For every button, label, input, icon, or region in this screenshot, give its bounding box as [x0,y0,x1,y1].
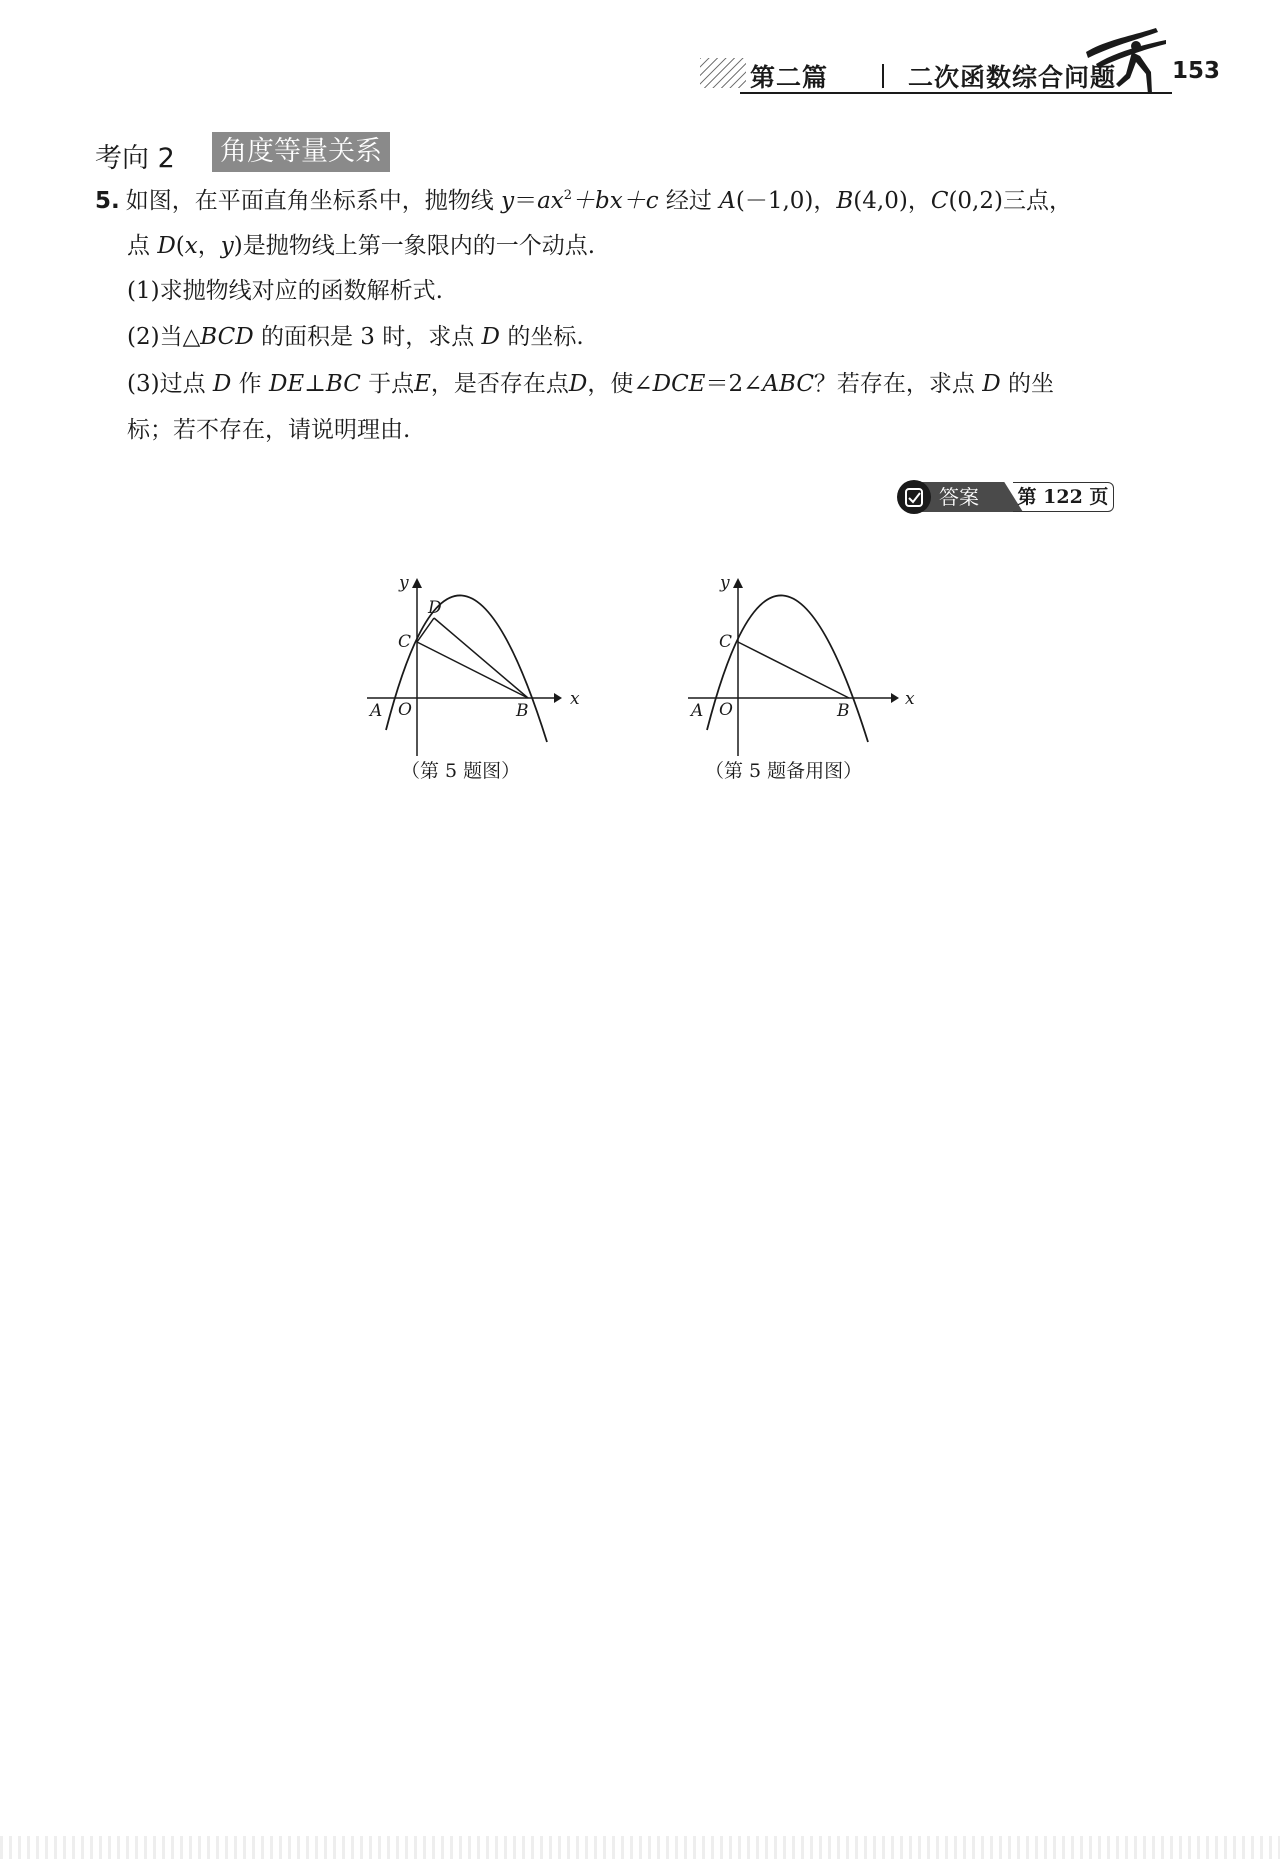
label-b: B [516,701,529,721]
point-d: D [568,371,588,397]
question-3-continued: 标；若不存在，请说明理由. [127,417,411,443]
label-c: C [719,632,733,652]
text-segment: 的坐标. [507,324,584,350]
text-segment: ？若存在，求点 [813,371,975,397]
triangle-bcd: BCD [200,324,254,350]
text-segment: (3)过点 [127,371,206,397]
x-axis-arrow-icon [891,693,899,703]
point-d: D [212,371,232,397]
var-bx-c: ＋bx＋c [572,188,659,214]
text-segment: 是抛物线上第一象限内的一个动点. [242,233,596,259]
point-d: D [157,233,176,259]
question-1: (1)求抛物线对应的函数解析式. [127,278,443,304]
text-segment: ＝ [514,188,538,214]
label-b: B [837,701,850,721]
label-d: D [428,598,442,618]
text-segment: ＝2∠ [705,371,763,397]
text-segment: ， [907,188,931,214]
label-x: x [570,689,580,709]
page-header [700,44,1240,100]
text-segment: ，是否存在点 [430,371,569,397]
segment-bc: BC [325,371,361,397]
figure-main-caption: （第 5 题图） [401,760,521,782]
answer-label: 答案 [939,485,979,509]
coord-b: (4,0) [853,188,908,214]
header-separator [882,64,884,88]
label-a: A [691,701,704,721]
y-axis-arrow-icon [412,578,422,588]
section-title: 角度等量关系 [212,132,390,172]
text-segment: 经过 [665,188,712,214]
label-x: x [905,689,915,709]
coord-c: (0,2) [948,188,1003,214]
point-c: C [930,188,949,214]
part-title: 二次函数综合问题 [908,63,1117,92]
segment-de: DE [268,371,305,397]
problem-line-2 [127,229,595,263]
section-label: 考向 2 [95,143,175,174]
text-segment: (2)当△ [127,324,201,350]
runner-logo-icon [1076,22,1176,102]
answer-icon [897,480,931,514]
label-o: O [398,700,412,720]
perp-symbol: ⊥ [304,371,326,397]
point-d: D [481,324,500,350]
var-ax: ax [537,188,564,214]
point-e: E [414,371,431,397]
figure-spare-caption: （第 5 题备用图） [705,760,863,782]
question-2 [127,320,584,354]
label-c: C [398,632,412,652]
coord-a: (－1,0) [735,188,814,214]
text-segment: 的坐 [1008,371,1054,397]
text-segment: ，使∠ [587,371,653,397]
question-3 [127,367,1054,401]
text-segment: 于点 [368,371,415,397]
angle-abc: ABC [762,371,814,397]
var-x: x [184,233,198,259]
point-d: D [982,371,1001,397]
label-y: y [399,573,409,593]
part-label: 第二篇 [750,63,829,92]
text-segment: 如图，在平面直角坐标系中，抛物线 [125,188,494,214]
text-segment: 的面积是 3 时，求点 [260,324,475,350]
label-a: A [370,701,383,721]
problem-number: 5. [95,188,120,214]
text-segment: ( [175,233,185,259]
figure-main-diagram [362,560,602,760]
point-a: A [719,188,736,214]
text-segment: ) [233,233,243,259]
text-segment: ， [197,233,221,259]
text-segment: 点 [127,233,150,259]
page-number: 153 [1172,58,1221,84]
page-bottom-edge [0,1836,1280,1859]
var-y: y [220,233,234,259]
text-segment: ， [813,188,837,214]
exponent: 2 [563,188,573,203]
answer-page: 第 122 页 [1013,482,1114,512]
figure-spare-diagram [683,560,923,760]
label-o: O [719,700,733,720]
angle-dce: DCE [652,371,706,397]
answer-badge[interactable] [897,480,1117,514]
text-segment: 作 [238,371,262,397]
problem-line-1 [95,184,1072,218]
point-b: B [836,188,854,214]
x-axis-arrow-icon [554,693,562,703]
var-y: y [501,188,515,214]
text-segment: 三点， [1002,188,1072,214]
label-y: y [720,573,730,593]
y-axis-arrow-icon [733,578,743,588]
